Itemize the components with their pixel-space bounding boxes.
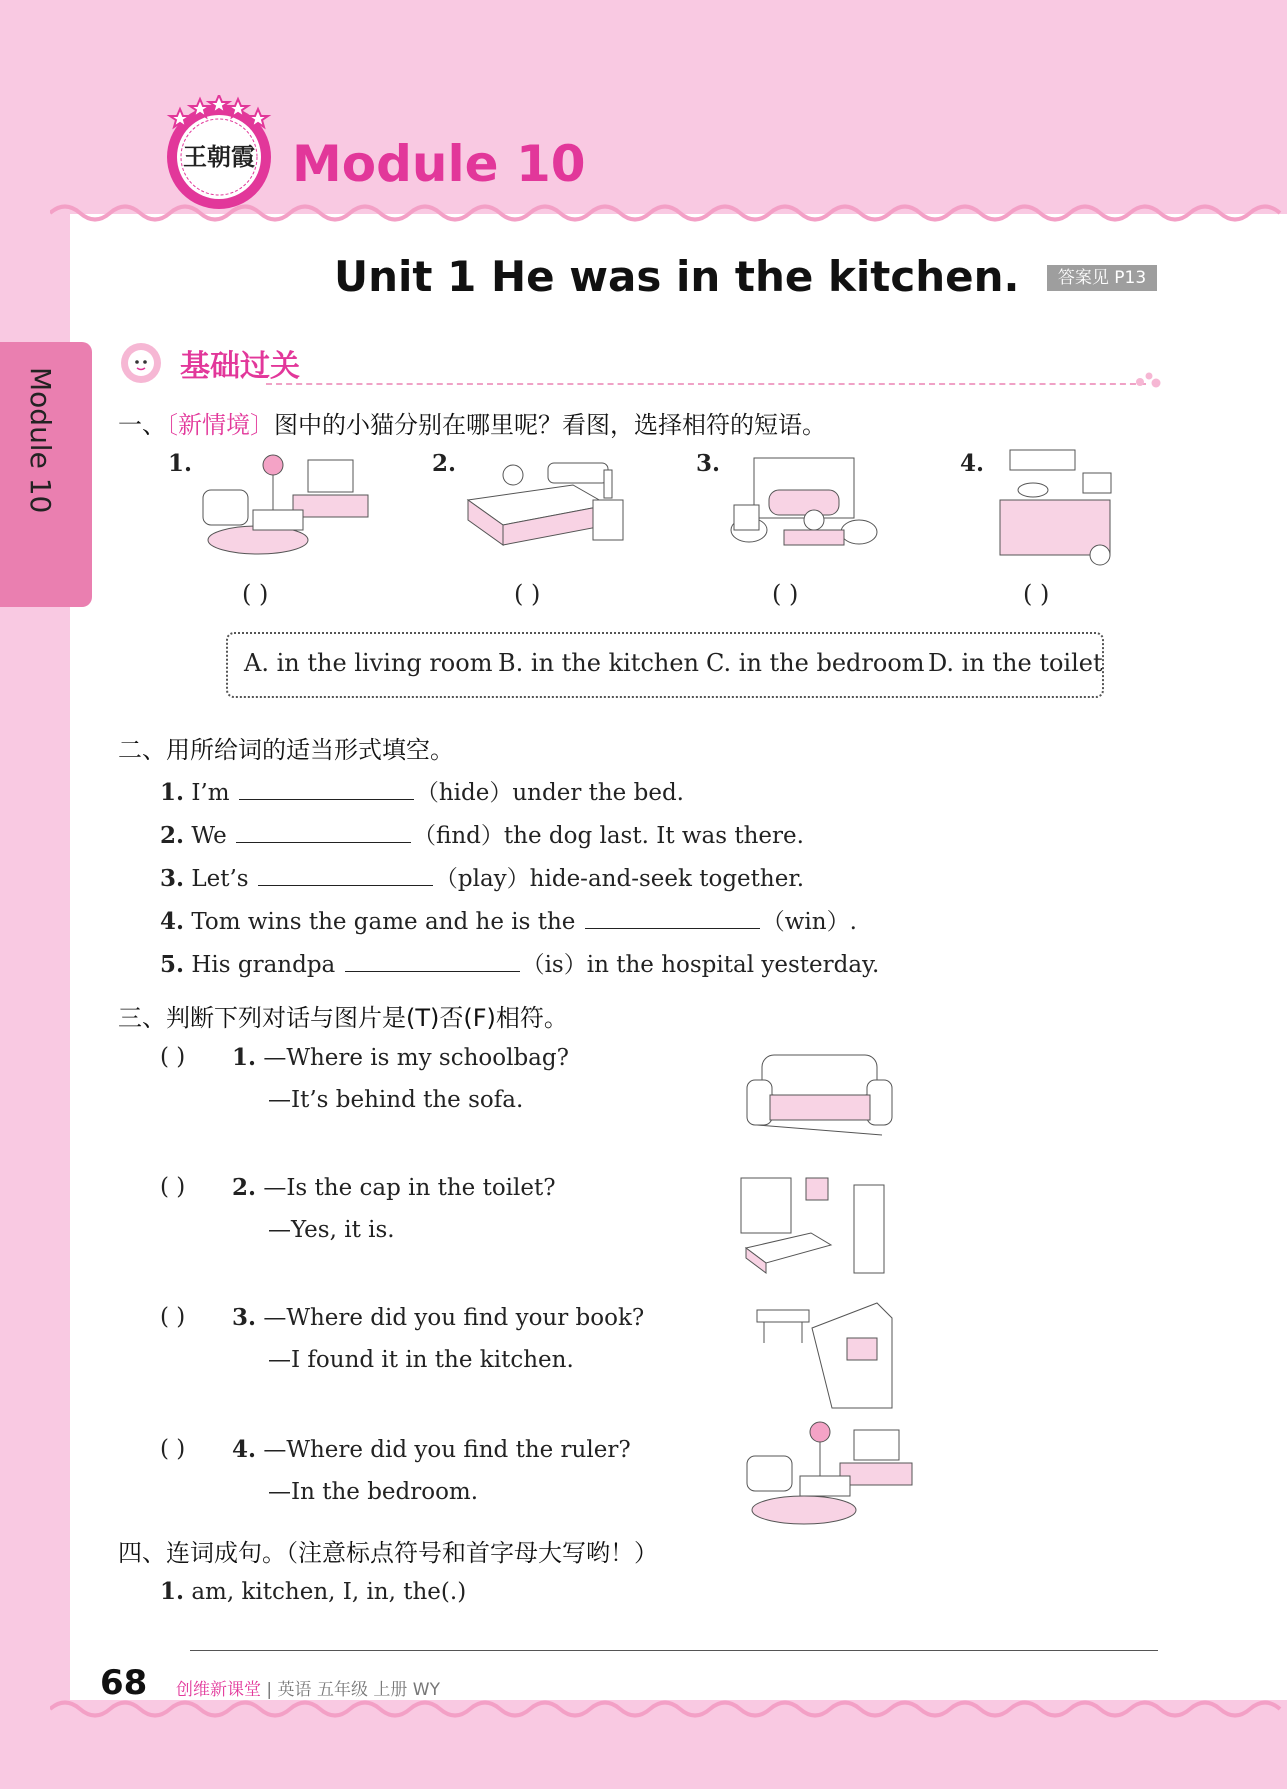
q4-title: 四、连词成句。（注意标点符号和首字母大写哟！） xyxy=(118,1539,658,1567)
q3-item-line2: —It’s behind the sofa. xyxy=(268,1087,524,1113)
footer-series: 创维新课堂 xyxy=(176,1680,261,1700)
q2-item xyxy=(160,860,804,893)
item-text: （find）the dog last. It was there. xyxy=(413,823,804,849)
item-text: —Where did you find the ruler? xyxy=(263,1437,631,1463)
answer-reference-badge: 答案见 P13 xyxy=(1047,265,1157,291)
svg-text:王朝霞: 王朝霞 xyxy=(183,142,255,171)
section-header xyxy=(116,335,1163,387)
q1-answer-paren[interactable]: ( ) xyxy=(242,580,269,608)
item-text: —Where is my schoolbag? xyxy=(263,1045,569,1071)
q1-text: 图中的小猫分别在哪里呢？看图，选择相符的短语。 xyxy=(274,411,826,439)
item-num: 2. xyxy=(160,822,185,849)
q2-item xyxy=(160,817,804,850)
q1-title xyxy=(118,405,826,440)
sofa-picture xyxy=(742,1050,897,1142)
q4-item xyxy=(160,1578,466,1605)
item-text: （win）. xyxy=(761,909,857,935)
fill-blank[interactable] xyxy=(258,863,433,886)
kitchen-picture xyxy=(995,445,1120,570)
item-text: —Where did you find your book? xyxy=(263,1305,645,1331)
section-divider xyxy=(266,383,1146,385)
fill-blank[interactable] xyxy=(345,949,520,972)
item-num: 2. xyxy=(232,1174,257,1201)
item-num: 3. xyxy=(232,1304,257,1331)
q3-item-line1 xyxy=(232,1436,631,1463)
q1-answer-paren[interactable]: ( ) xyxy=(1023,580,1050,608)
item-text: His grandpa xyxy=(191,952,336,978)
item-text: Tom wins the game and he is the xyxy=(191,909,576,935)
footer-info: 英语 五年级 上册 WY xyxy=(277,1680,440,1700)
module-title: Module 10 xyxy=(292,135,586,193)
section-title: 基础过关 xyxy=(180,349,300,384)
fill-blank[interactable] xyxy=(585,906,760,929)
q3-item-line2: —Yes, it is. xyxy=(268,1217,395,1243)
q2-item xyxy=(160,774,684,807)
footer-divider xyxy=(190,1650,1158,1651)
brand-logo-icon xyxy=(160,95,278,213)
unit-title: Unit 1 He was in the kitchen. xyxy=(334,252,1020,301)
option-b: B. in the kitchen xyxy=(498,649,700,677)
q3-item-line1 xyxy=(232,1044,569,1071)
item-text: （is）in the hospital yesterday. xyxy=(521,952,880,978)
side-module-tab xyxy=(0,342,92,607)
q1-item-num: 1. xyxy=(168,450,193,477)
q1-prefix: 一、 xyxy=(118,411,166,439)
item-num: 1. xyxy=(232,1044,257,1071)
item-text: We xyxy=(191,823,227,849)
option-c: C. in the bedroom xyxy=(706,649,925,677)
q3-title: 三、判断下列对话与图片是(T)否(F)相符。 xyxy=(118,1004,568,1032)
item-text: （play）hide-and-seek together. xyxy=(434,866,805,892)
q2-title: 二、用所给词的适当形式填空。 xyxy=(118,736,454,764)
kitchen-counter-picture xyxy=(752,1298,897,1413)
item-num: 4. xyxy=(232,1436,257,1463)
q1-item-num: 4. xyxy=(960,450,985,477)
item-text: I’m xyxy=(191,780,230,806)
q1-item-num: 3. xyxy=(696,450,721,477)
page-number: 68 xyxy=(100,1663,148,1703)
cartoon-girl-icon xyxy=(116,337,166,385)
side-tab-label: Module 10 xyxy=(24,367,57,514)
q1-options-box xyxy=(226,632,1104,698)
item-num: 4. xyxy=(160,908,185,935)
item-num: 1. xyxy=(160,779,185,806)
item-text: Let’s xyxy=(191,866,249,892)
footer-text: 创维新课堂 | 英语 五年级 上册 WY xyxy=(176,1680,440,1700)
q1-answer-paren[interactable]: ( ) xyxy=(772,580,799,608)
bedroom-door-picture xyxy=(736,1173,891,1278)
q3-item-line1 xyxy=(232,1304,644,1331)
bedroom-picture xyxy=(458,455,638,565)
q3-answer-paren[interactable]: ( ) xyxy=(160,1174,186,1200)
fill-blank[interactable] xyxy=(239,777,414,800)
item-num: 5. xyxy=(160,951,185,978)
fill-blank[interactable] xyxy=(236,820,411,843)
q1-item-num: 2. xyxy=(432,450,457,477)
item-text: —Is the cap in the toilet? xyxy=(263,1175,556,1201)
q1-answer-paren[interactable]: ( ) xyxy=(514,580,541,608)
q3-item-line1 xyxy=(232,1174,556,1201)
toilet-picture xyxy=(724,450,884,565)
option-a: A. in the living room xyxy=(244,649,493,677)
q3-item-line2: —In the bedroom. xyxy=(268,1479,479,1505)
item-num: 3. xyxy=(160,865,185,892)
q3-answer-paren[interactable]: ( ) xyxy=(160,1044,186,1070)
q3-answer-paren[interactable]: ( ) xyxy=(160,1304,186,1330)
living-room-picture xyxy=(198,450,373,565)
q3-answer-paren[interactable]: ( ) xyxy=(160,1436,186,1462)
q2-item xyxy=(160,946,879,979)
q1-tag: 〔新情境〕 xyxy=(166,411,274,439)
q2-item xyxy=(160,903,857,936)
dots-decoration-icon xyxy=(1134,370,1162,390)
option-d: D. in the toilet xyxy=(928,649,1103,677)
q3-item-line2: —I found it in the kitchen. xyxy=(268,1347,574,1373)
item-text: （hide）under the bed. xyxy=(415,780,684,806)
item-text: am, kitchen, I, in, the(.) xyxy=(191,1579,467,1605)
item-num: 1. xyxy=(160,1578,185,1605)
living-room-picture xyxy=(742,1418,917,1530)
